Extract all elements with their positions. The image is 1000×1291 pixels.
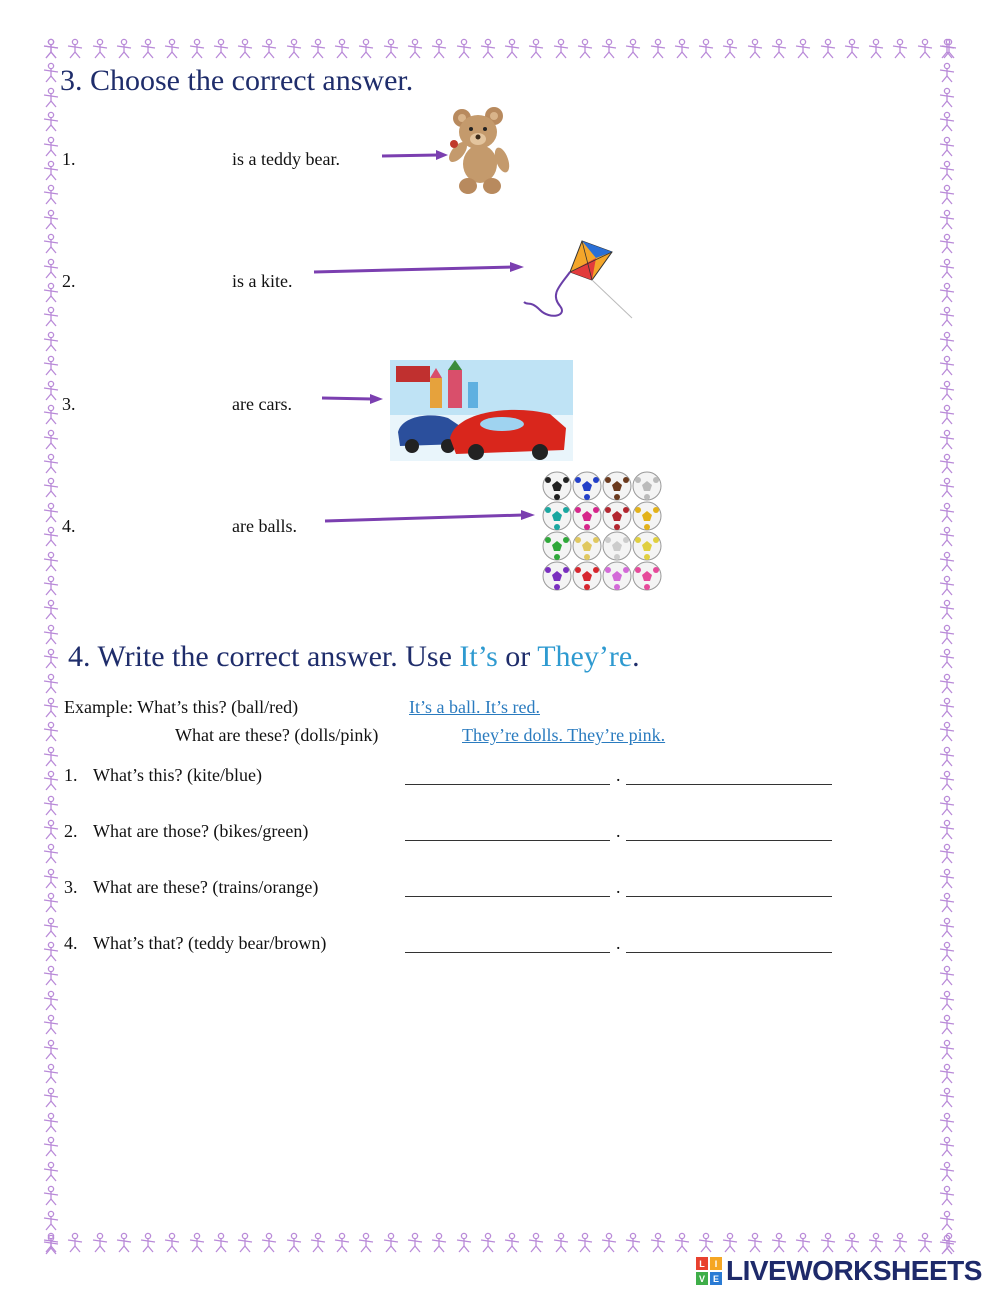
border-figure-icon: [137, 38, 159, 60]
badge-letter-v: V: [698, 1274, 706, 1284]
border-figure-icon: [525, 38, 547, 60]
item-2-number: 2.: [62, 271, 76, 291]
border-figure-icon: [768, 38, 790, 60]
question-4-number: 4.: [64, 933, 78, 953]
border-figure-icon: [40, 62, 62, 84]
border-figure-icon: [936, 1161, 958, 1183]
border-figure-icon: [598, 1232, 620, 1254]
section-4-title-prefix: 4. Write the correct answer. Use: [68, 640, 460, 673]
border-figure-icon: [936, 795, 958, 817]
title-theyre: They’re: [537, 640, 633, 673]
border-figure-icon: [936, 62, 958, 84]
border-figure-icon: [936, 746, 958, 768]
question-1-text: What’s this? (kite/blue): [93, 765, 262, 785]
border-figure-icon: [622, 1232, 644, 1254]
border-figure-icon: [936, 282, 958, 304]
soccer-ball: [573, 502, 601, 530]
border-figure-icon: [161, 1232, 183, 1254]
border-figure-icon: [936, 111, 958, 133]
border-figure-icon: [40, 184, 62, 206]
border-figure-icon: [307, 38, 329, 60]
border-figure-icon: [671, 38, 693, 60]
border-figure-icon: [936, 429, 958, 451]
border-figure-icon: [40, 209, 62, 231]
question-3-answer-blank-2[interactable]: [626, 896, 832, 897]
border-figure-icon: [817, 38, 839, 60]
border-figure-icon: [40, 990, 62, 1012]
question-2-answer-blank-1[interactable]: [405, 840, 610, 841]
badge-letter-i: I: [714, 1259, 718, 1269]
border-figure-icon: [234, 1232, 256, 1254]
border-figure-icon: [258, 1232, 280, 1254]
border-figure-icon: [865, 1232, 887, 1254]
soccer-ball: [603, 472, 631, 500]
question-2-answer-blank-2[interactable]: [626, 840, 832, 841]
border-figure-icon: [40, 111, 62, 133]
border-figure-icon: [792, 1232, 814, 1254]
border-figure-icon: [936, 453, 958, 475]
border-figure-icon: [40, 429, 62, 451]
border-figure-icon: [936, 1136, 958, 1158]
soccer-ball: [633, 532, 661, 560]
border-figure-icon: [936, 624, 958, 646]
border-figure-icon: [936, 38, 958, 60]
border-figure-icon: [936, 990, 958, 1012]
section-3-title: 3. Choose the correct answer.: [60, 64, 414, 97]
soccer-ball: [633, 502, 661, 530]
item-2-text: is a kite.: [232, 271, 293, 291]
border-figure-icon: [744, 38, 766, 60]
border-figure-icon: [113, 38, 135, 60]
soccer-ball: [573, 532, 601, 560]
item-3-number: 3.: [62, 394, 76, 414]
question-2-number: 2.: [64, 821, 78, 841]
border-figure-icon: [719, 1232, 741, 1254]
balls-image: [541, 470, 665, 592]
item-3-text: are cars.: [232, 394, 292, 414]
border-figure-icon: [936, 917, 958, 939]
border-figure-icon: [671, 1232, 693, 1254]
border-figure-icon: [936, 380, 958, 402]
border-figure-icon: [936, 306, 958, 328]
border-figure-icon: [40, 1210, 62, 1232]
border-figure-icon: [936, 575, 958, 597]
border-figure-icon: [936, 697, 958, 719]
border-figure-icon: [40, 721, 62, 743]
border-figure-icon: [40, 258, 62, 280]
border-figure-icon: [40, 453, 62, 475]
liveworksheets-badge-icon: [696, 1257, 722, 1285]
title-its: It’s: [459, 640, 498, 673]
page-border-bottom: [40, 1232, 960, 1256]
border-figure-icon: [477, 1232, 499, 1254]
border-figure-icon: [40, 477, 62, 499]
item-4-arrow: [323, 504, 538, 528]
border-figure-icon: [622, 38, 644, 60]
border-figure-icon: [695, 38, 717, 60]
border-figure-icon: [380, 38, 402, 60]
border-figure-icon: [89, 38, 111, 60]
question-3-number: 3.: [64, 877, 78, 897]
border-figure-icon: [40, 917, 62, 939]
soccer-ball: [573, 562, 601, 590]
border-figure-icon: [40, 1014, 62, 1036]
border-figure-icon: [936, 843, 958, 865]
border-figure-icon: [40, 599, 62, 621]
item-2-arrow: [312, 258, 527, 278]
border-figure-icon: [40, 87, 62, 109]
question-4-separator: .: [616, 933, 621, 953]
border-figure-icon: [936, 160, 958, 182]
border-figure-icon: [936, 404, 958, 426]
border-figure-icon: [550, 38, 572, 60]
border-figure-icon: [574, 1232, 596, 1254]
border-figure-icon: [40, 843, 62, 865]
border-figure-icon: [355, 38, 377, 60]
border-figure-icon: [186, 1232, 208, 1254]
border-figure-icon: [936, 502, 958, 524]
border-figure-icon: [40, 1185, 62, 1207]
border-figure-icon: [40, 404, 62, 426]
border-figure-icon: [936, 868, 958, 890]
border-figure-icon: [889, 1232, 911, 1254]
border-figure-icon: [428, 38, 450, 60]
example-answer-2: They’re dolls. They’re pink.: [462, 725, 666, 745]
border-figure-icon: [936, 331, 958, 353]
border-figure-icon: [161, 38, 183, 60]
border-figure-icon: [477, 38, 499, 60]
border-figure-icon: [936, 1234, 958, 1256]
item-3-arrow: [320, 389, 386, 409]
liveworksheets-logo[interactable]: [696, 1256, 982, 1286]
soccer-ball: [573, 472, 601, 500]
border-figure-icon: [40, 380, 62, 402]
border-figure-icon: [936, 1063, 958, 1085]
question-4-text: What’s that? (teddy bear/brown): [93, 933, 327, 953]
border-figure-icon: [380, 1232, 402, 1254]
border-figure-icon: [404, 38, 426, 60]
border-figure-icon: [331, 38, 353, 60]
item-1-arrow: [380, 146, 450, 166]
question-2-text: What are those? (bikes/green): [93, 821, 309, 841]
liveworksheets-logo-text: LIVEWORKSHEETS: [726, 1255, 982, 1286]
border-figure-icon: [40, 892, 62, 914]
page-border-left: [40, 38, 64, 1256]
border-figure-icon: [40, 38, 62, 60]
item-4-text: are balls.: [232, 516, 297, 536]
border-figure-icon: [501, 38, 523, 60]
border-figure-icon: [40, 355, 62, 377]
border-figure-icon: [113, 1232, 135, 1254]
question-4-answer-blank-1[interactable]: [405, 952, 610, 953]
border-figure-icon: [64, 38, 86, 60]
border-figure-icon: [936, 1014, 958, 1036]
border-figure-icon: [841, 38, 863, 60]
page-border-top: [40, 38, 960, 62]
border-figure-icon: [695, 1232, 717, 1254]
border-figure-icon: [936, 209, 958, 231]
border-figure-icon: [307, 1232, 329, 1254]
question-3-separator: .: [616, 877, 621, 897]
border-figure-icon: [525, 1232, 547, 1254]
border-figure-icon: [936, 721, 958, 743]
soccer-ball: [603, 502, 631, 530]
example-label: Example: What’s this? (ball/red): [64, 697, 299, 717]
border-figure-icon: [40, 160, 62, 182]
example-question-2: What are these? (dolls/pink): [175, 725, 379, 745]
question-1-number: 1.: [64, 765, 78, 785]
section-4-title: [68, 640, 640, 674]
border-figure-icon: [40, 770, 62, 792]
border-figure-icon: [936, 87, 958, 109]
border-figure-icon: [40, 282, 62, 304]
border-figure-icon: [719, 38, 741, 60]
border-figure-icon: [936, 1185, 958, 1207]
border-figure-icon: [40, 136, 62, 158]
border-figure-icon: [428, 1232, 450, 1254]
border-figure-icon: [647, 1232, 669, 1254]
border-figure-icon: [40, 697, 62, 719]
border-figure-icon: [792, 38, 814, 60]
border-figure-icon: [40, 673, 62, 695]
border-figure-icon: [40, 1039, 62, 1061]
border-figure-icon: [768, 1232, 790, 1254]
border-figure-icon: [40, 331, 62, 353]
border-figure-icon: [210, 1232, 232, 1254]
border-figure-icon: [89, 1232, 111, 1254]
border-figure-icon: [936, 819, 958, 841]
border-figure-icon: [40, 819, 62, 841]
border-figure-icon: [283, 38, 305, 60]
border-figure-icon: [936, 941, 958, 963]
question-3-answer-blank-1[interactable]: [405, 896, 610, 897]
border-figure-icon: [936, 599, 958, 621]
border-figure-icon: [550, 1232, 572, 1254]
border-figure-icon: [936, 233, 958, 255]
border-figure-icon: [936, 355, 958, 377]
border-figure-icon: [283, 1232, 305, 1254]
border-figure-icon: [936, 258, 958, 280]
soccer-ball: [633, 562, 661, 590]
border-figure-icon: [40, 1234, 62, 1256]
border-figure-icon: [501, 1232, 523, 1254]
border-figure-icon: [453, 38, 475, 60]
soccer-ball: [543, 562, 571, 590]
border-figure-icon: [598, 38, 620, 60]
border-figure-icon: [936, 477, 958, 499]
border-figure-icon: [40, 233, 62, 255]
soccer-ball: [543, 502, 571, 530]
page-border-right: [936, 38, 960, 1256]
soccer-ball: [603, 562, 631, 590]
soccer-ball: [633, 472, 661, 500]
border-figure-icon: [936, 1039, 958, 1061]
soccer-ball: [603, 532, 631, 560]
border-figure-icon: [936, 551, 958, 573]
border-figure-icon: [40, 624, 62, 646]
border-figure-icon: [210, 38, 232, 60]
title-or: or: [497, 640, 538, 673]
border-figure-icon: [817, 1232, 839, 1254]
border-figure-icon: [258, 38, 280, 60]
border-figure-icon: [936, 965, 958, 987]
cars-image: [390, 360, 573, 461]
border-figure-icon: [40, 941, 62, 963]
question-1-answer-blank-2[interactable]: [626, 784, 832, 785]
border-figure-icon: [936, 648, 958, 670]
question-1-separator: .: [616, 765, 621, 785]
border-figure-icon: [40, 1112, 62, 1134]
border-figure-icon: [40, 306, 62, 328]
border-figure-icon: [331, 1232, 353, 1254]
border-figure-icon: [453, 1232, 475, 1254]
border-figure-icon: [186, 38, 208, 60]
kite-image: [520, 236, 636, 328]
border-figure-icon: [936, 1210, 958, 1232]
border-figure-icon: [40, 1136, 62, 1158]
border-figure-icon: [234, 38, 256, 60]
border-figure-icon: [647, 38, 669, 60]
border-figure-icon: [936, 1087, 958, 1109]
border-figure-icon: [40, 868, 62, 890]
border-figure-icon: [936, 770, 958, 792]
item-1-number: 1.: [62, 149, 76, 169]
border-figure-icon: [355, 1232, 377, 1254]
soccer-ball: [543, 532, 571, 560]
border-figure-icon: [936, 184, 958, 206]
question-2-separator: .: [616, 821, 621, 841]
border-figure-icon: [40, 551, 62, 573]
border-figure-icon: [865, 38, 887, 60]
border-figure-icon: [936, 1112, 958, 1134]
border-figure-icon: [936, 892, 958, 914]
border-figure-icon: [936, 136, 958, 158]
border-figure-icon: [404, 1232, 426, 1254]
border-figure-icon: [40, 526, 62, 548]
border-figure-icon: [40, 1161, 62, 1183]
border-figure-icon: [40, 746, 62, 768]
item-4-number: 4.: [62, 516, 76, 536]
border-figure-icon: [64, 1232, 86, 1254]
border-figure-icon: [40, 1063, 62, 1085]
example-answer-1: It’s a ball. It’s red.: [409, 697, 540, 717]
teddy-bear-image: [442, 106, 518, 196]
border-figure-icon: [40, 1087, 62, 1109]
border-figure-icon: [936, 673, 958, 695]
question-1-answer-blank-1[interactable]: [405, 784, 610, 785]
border-figure-icon: [936, 526, 958, 548]
badge-letter-e: E: [712, 1274, 720, 1284]
border-figure-icon: [914, 1232, 936, 1254]
border-figure-icon: [40, 965, 62, 987]
border-figure-icon: [889, 38, 911, 60]
title-end: .: [632, 640, 640, 673]
border-figure-icon: [137, 1232, 159, 1254]
soccer-ball: [543, 472, 571, 500]
badge-letter-l: L: [699, 1259, 705, 1269]
item-1-text: is a teddy bear.: [232, 149, 340, 169]
border-figure-icon: [40, 795, 62, 817]
border-figure-icon: [841, 1232, 863, 1254]
border-figure-icon: [40, 648, 62, 670]
question-3-text: What are these? (trains/orange): [93, 877, 319, 897]
border-figure-icon: [574, 38, 596, 60]
question-4-answer-blank-2[interactable]: [626, 952, 832, 953]
border-figure-icon: [744, 1232, 766, 1254]
border-figure-icon: [40, 502, 62, 524]
border-figure-icon: [40, 575, 62, 597]
border-figure-icon: [914, 38, 936, 60]
